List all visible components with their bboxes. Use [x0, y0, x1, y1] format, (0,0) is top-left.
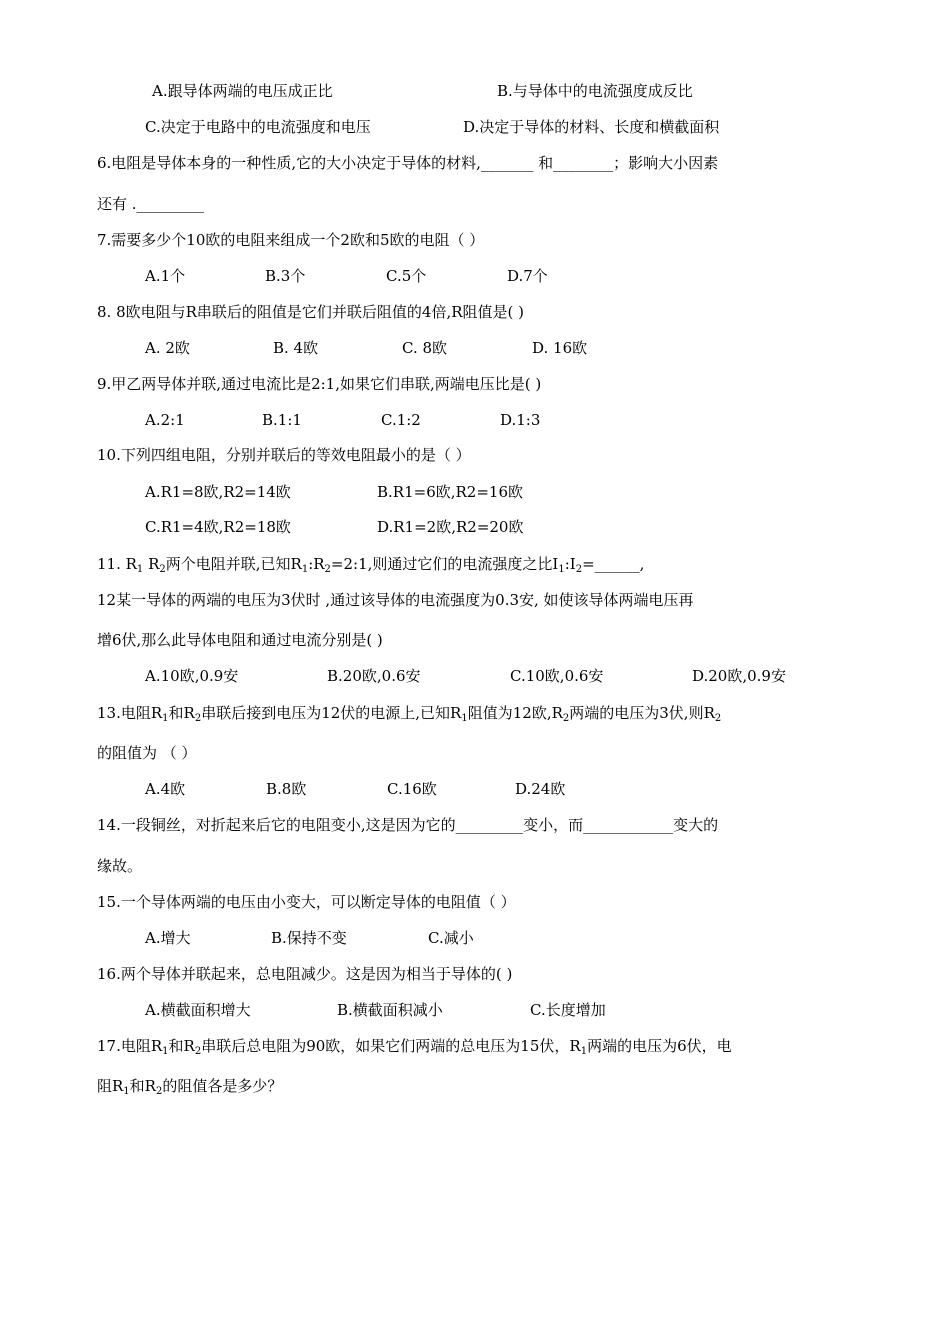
q16-stem: 16.两个导体并联起来，总电阻减少。这是因为相当于导体的( ): [97, 965, 513, 983]
q12-option-d: D.20欧,0.9安: [692, 667, 786, 685]
q11-text: 两个电阻并联,已知R: [165, 555, 302, 573]
q5-option-b: B.与导体中的电流强度成反比: [497, 82, 693, 100]
q7-option-a: A.1个: [145, 267, 186, 285]
q12-line-1: 12某一导体的两端的电压为3伏时 ,通过该导体的电流强度为0.3安, 如使该导体两端电压再: [97, 591, 694, 609]
q10-option-d: D.R1=2欧,R2=20欧: [377, 518, 524, 536]
subscript: 2: [155, 1086, 163, 1097]
subscript: 2: [575, 564, 583, 575]
q11-text: =______,: [582, 555, 645, 573]
subscript: 2: [194, 1046, 202, 1057]
q9-option-b: B.1:1: [262, 411, 302, 429]
q15-option-c: C.减小: [428, 929, 474, 947]
q11-stem: [97, 554, 644, 574]
q17-text: 串联后总电阻为90欧，如果它们两端的总电压为15伏，R: [201, 1037, 581, 1055]
q15-option-b: B.保持不变: [271, 929, 347, 947]
subscript: 2: [714, 713, 722, 724]
subscript: 2: [324, 564, 331, 575]
q14-line-2: 缘故。: [97, 857, 143, 875]
q17-line-1: [97, 1036, 732, 1056]
q5-option-d: D.决定于导体的材料、长度和横截面积: [463, 118, 720, 136]
subscript: 1: [162, 713, 169, 724]
q14-line-1: 14.一段铜丝，对折起来后它的电阻变小,这是因为它的_________变小，而____________变大的: [97, 816, 719, 834]
q8-stem: 8. 8欧电阻与R串联后的阻值是它们并联后阻值的4倍,R阻值是( ): [97, 303, 524, 321]
subscript: 1: [558, 564, 565, 575]
q15-option-a: A.增大: [145, 929, 191, 947]
q7-option-b: B.3个: [265, 267, 306, 285]
q12-line-2: 增6伏,那么此导体电阻和通过电流分别是( ): [97, 631, 383, 649]
q11-text: :R: [308, 555, 325, 573]
q10-option-b: B.R1=6欧,R2=16欧: [377, 483, 524, 501]
q12-option-a: A.10欧,0.9安: [145, 667, 239, 685]
q11-text: R: [143, 555, 160, 573]
q12-option-c: C.10欧,0.6安: [510, 667, 604, 685]
q16-option-a: A.横截面积增大: [145, 1001, 251, 1019]
q5-option-c: C.决定于电路中的电流强度和电压: [145, 118, 371, 136]
q17-text: 的阻值各是多少？: [162, 1077, 283, 1095]
q9-stem: 9.甲乙两导体并联,通过电流比是2:1,如果它们串联,两端电压比是( ): [97, 375, 542, 393]
q6-line-2: 还有 ._________: [97, 195, 205, 213]
q11-text: =2:1,则通过它们的电流强度之比I: [330, 555, 559, 573]
q10-option-c: C.R1=4欧,R2=18欧: [145, 518, 291, 536]
q16-option-b: B.横截面积减小: [337, 1001, 443, 1019]
q11-text: 11. R: [97, 555, 137, 573]
q10-stem: 10.下列四组电阻，分别并联后的等效电阻最小的是（ ）: [97, 446, 471, 464]
q16-option-c: C.长度增加: [530, 1001, 606, 1019]
subscript: 2: [562, 713, 570, 724]
subscript: 1: [301, 564, 309, 575]
q6-line-1: 6.电阻是导体本身的一种性质,它的大小决定于导体的材料,_______ 和________；影响大小因素: [97, 154, 719, 172]
q9-option-c: C.1:2: [381, 411, 421, 429]
subscript: 2: [159, 564, 166, 575]
subscript: 1: [461, 713, 468, 724]
q9-option-a: A.2:1: [145, 411, 185, 429]
q8-option-a: A. 2欧: [145, 339, 190, 357]
q7-option-c: C.5个: [386, 267, 427, 285]
q7-stem: 7.需要多少个10欧的电阻来组成一个2欧和5欧的电阻（ ）: [97, 231, 485, 249]
q11-text: :I: [564, 555, 576, 573]
q8-option-c: C. 8欧: [402, 339, 448, 357]
subscript: 1: [580, 1046, 588, 1057]
q10-option-a: A.R1=8欧,R2=14欧: [145, 483, 291, 501]
q17-text: 17.电阻R: [97, 1037, 163, 1055]
q13-text: 阻值为12欧,R: [467, 704, 563, 722]
q5-option-a: A.跟导体两端的电压成正比: [152, 82, 333, 100]
q12-option-b: B.20欧,0.6安: [327, 667, 421, 685]
q13-text: 13.电阻R: [97, 704, 163, 722]
q17-text: 阻R: [97, 1077, 124, 1095]
subscript: 2: [194, 713, 202, 724]
q13-text: 两端的电压为3伏,则R: [569, 704, 715, 722]
q13-line-1: [97, 703, 721, 723]
q8-option-b: B. 4欧: [273, 339, 319, 357]
subscript: 1: [136, 564, 144, 575]
q13-option-c: C.16欧: [387, 780, 437, 798]
q7-option-d: D.7个: [507, 267, 548, 285]
q17-line-2: [97, 1076, 282, 1096]
q15-stem: 15.一个导体两端的电压由小变大，可以断定导体的电阻值（ ）: [97, 893, 516, 911]
q17-text: 和R: [168, 1037, 195, 1055]
q13-line-2: 的阻值为 （ ）: [97, 744, 197, 762]
subscript: 1: [162, 1046, 169, 1057]
q17-text: 两端的电压为6伏，电: [587, 1037, 732, 1055]
q13-option-b: B.8欧: [266, 780, 307, 798]
q8-option-d: D. 16欧: [532, 339, 588, 357]
q13-text: 串联后接到电压为12伏的电源上,已知R: [201, 704, 462, 722]
q9-option-d: D.1:3: [500, 411, 541, 429]
q17-text: 和R: [129, 1077, 156, 1095]
q13-text: 和R: [168, 704, 195, 722]
subscript: 1: [123, 1086, 130, 1097]
q13-option-a: A.4欧: [145, 780, 186, 798]
q13-option-d: D.24欧: [515, 780, 566, 798]
